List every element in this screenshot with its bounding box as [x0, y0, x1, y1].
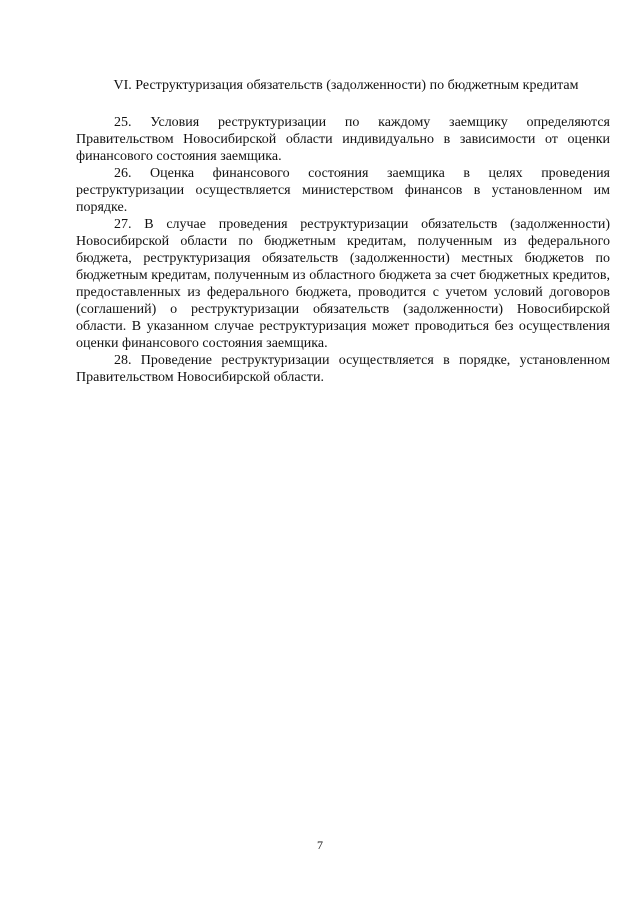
- section-title: VI. Реструктуризация обязательств (задолженности) по бюджетным кредитам: [113, 78, 579, 93]
- page-number: 7: [317, 838, 323, 852]
- paragraph-26: 26. Оценка финансового состояния заемщика в целях проведения реструктуризации осуществляется министерством финансов в установленном им порядке.: [76, 166, 610, 215]
- paragraph-27: 27. В случае проведения реструктуризации обязательств (задолженности) Новосибирской области по бюджетным кредитам, полученным из федерального бюджета, реструктуризация обязательств (задолженности) местных бюджетов по бюджетным кредитам, полученным из областного бюджета за счет бюджетных кредитов, предоставленных из федерального бюджета, проводится с учетом условий договоров (соглашений) о реструктуризации обязательств (задолженности) Новосибирской области. В указанном случае реструктуризация может проводиться без осуществления оценки финансового состояния заемщика.: [76, 217, 610, 351]
- document-body: [76, 114, 610, 386]
- paragraph-25: 25. Условия реструктуризации по каждому заемщику определяются Правительством Новосибирской области индивидуально в зависимости от оценки финансового состояния заемщика.: [76, 115, 610, 164]
- paragraph-28: 28. Проведение реструктуризации осуществляется в порядке, установленном Правительством Новосибирской области.: [76, 353, 610, 385]
